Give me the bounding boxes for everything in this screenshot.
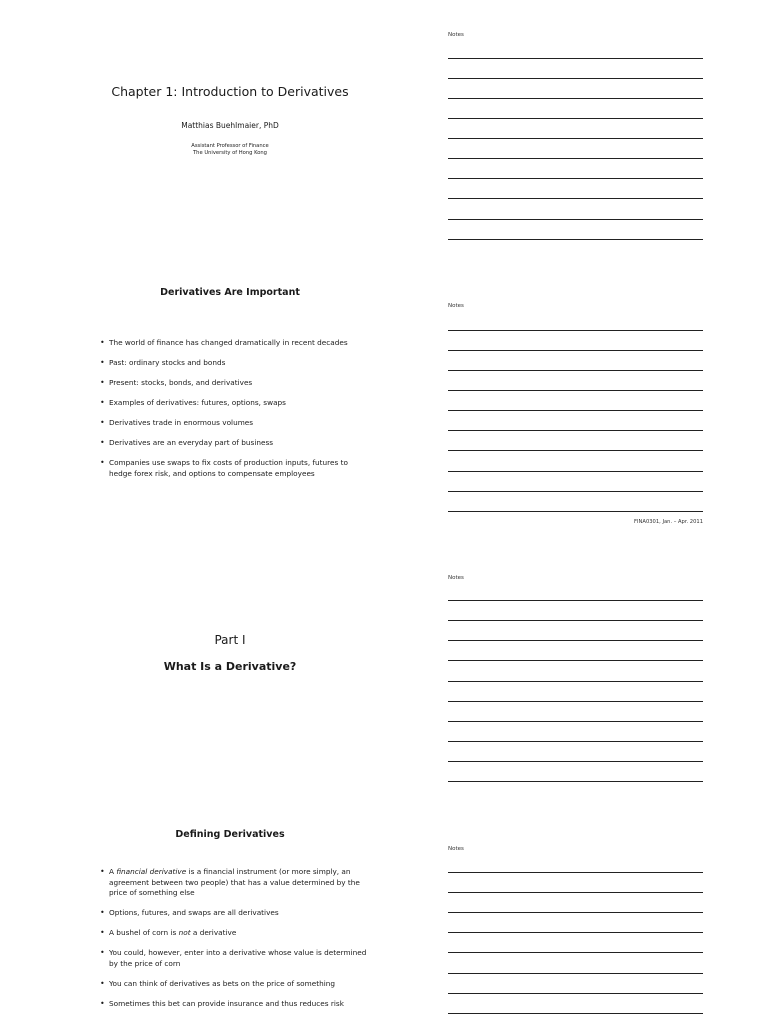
notes-line (448, 178, 703, 179)
notes-line (448, 78, 703, 79)
list-item: • Companies use swaps to fix costs of production inputs, futures to hedge forex risk, and options to compensate employees (100, 458, 370, 479)
bullet-list (100, 338, 370, 489)
notes-label: Notes (448, 303, 464, 309)
list-item (100, 928, 370, 939)
notes-line (448, 58, 703, 59)
notes-label: Notes (448, 575, 464, 581)
text-fragment: A bushel of corn is (109, 928, 179, 937)
list-item: • The world of finance has changed dramatically in recent decades (100, 338, 370, 349)
list-item: • Present: stocks, bonds, and derivatives (100, 378, 370, 389)
notes-line (448, 118, 703, 119)
list-item: • Derivatives are an everyday part of business (100, 438, 370, 449)
notes-line (448, 681, 703, 682)
notes-label: Notes (448, 32, 464, 38)
notes-line (448, 761, 703, 762)
notes-line (448, 390, 703, 391)
notes-line (448, 781, 703, 782)
notes-line (448, 600, 703, 601)
chapter-title: Chapter 1: Introduction to Derivatives (111, 84, 349, 99)
notes-line (448, 721, 703, 722)
notes-line (448, 892, 703, 893)
part-title: What Is a Derivative? (163, 660, 297, 673)
notes-line (448, 701, 703, 702)
part-label: Part I (214, 633, 246, 647)
text-fragment: a derivative (190, 928, 237, 937)
list-item: • Past: ordinary stocks and bonds (100, 358, 370, 369)
notes-line (448, 350, 703, 351)
notes-line (448, 952, 703, 953)
text-fragment: A (109, 867, 117, 876)
list-item: • Options, futures, and swaps are all derivatives (100, 908, 370, 919)
notes-line (448, 912, 703, 913)
affiliation-university: The University of Hong Kong (193, 150, 267, 156)
notes-line (448, 370, 703, 371)
notes-line (448, 158, 703, 159)
notes-line (448, 491, 703, 492)
notes-line (448, 471, 703, 472)
notes-line (448, 973, 703, 974)
notes-line (448, 741, 703, 742)
notes-line (448, 640, 703, 641)
author-name: Matthias Buehlmaier, PhD (181, 121, 279, 130)
notes-line (448, 450, 703, 451)
notes-line (448, 620, 703, 621)
list-item: • Examples of derivatives: futures, options, swaps (100, 398, 370, 409)
page-footer: FINA0301, Jan. – Apr. 2011 (634, 519, 703, 525)
text-fragment: is a financial instrument (or more simply, an agreement between two people) that has a value determined by the price of something else (109, 867, 360, 897)
notes-line (448, 330, 703, 331)
notes-line (448, 430, 703, 431)
list-item: • Derivatives trade in enormous volumes (100, 418, 370, 429)
notes-line (448, 872, 703, 873)
emphasis-term: not (178, 928, 191, 937)
emphasis-term: financial derivative (116, 867, 187, 876)
notes-line (448, 98, 703, 99)
notes-line (448, 1013, 703, 1014)
slide-title: Derivatives Are Important (160, 287, 300, 298)
notes-label: Notes (448, 846, 464, 852)
bullet-list (100, 867, 370, 1019)
notes-line (448, 198, 703, 199)
list-item: • You could, however, enter into a derivative whose value is determined by the price of corn (100, 948, 370, 969)
slide-title: Defining Derivatives (175, 829, 285, 840)
notes-line (448, 410, 703, 411)
list-item (100, 867, 370, 899)
notes-line (448, 932, 703, 933)
notes-line (448, 511, 703, 512)
affiliation (80, 143, 380, 157)
notes-line (448, 993, 703, 994)
list-item: • You can think of derivatives as bets on the price of something (100, 979, 370, 990)
notes-line (448, 239, 703, 240)
notes-line (448, 219, 703, 220)
list-item: • Sometimes this bet can provide insurance and thus reduces risk (100, 999, 370, 1010)
affiliation-title: Assistant Professor of Finance (191, 143, 269, 149)
notes-line (448, 138, 703, 139)
notes-line (448, 660, 703, 661)
